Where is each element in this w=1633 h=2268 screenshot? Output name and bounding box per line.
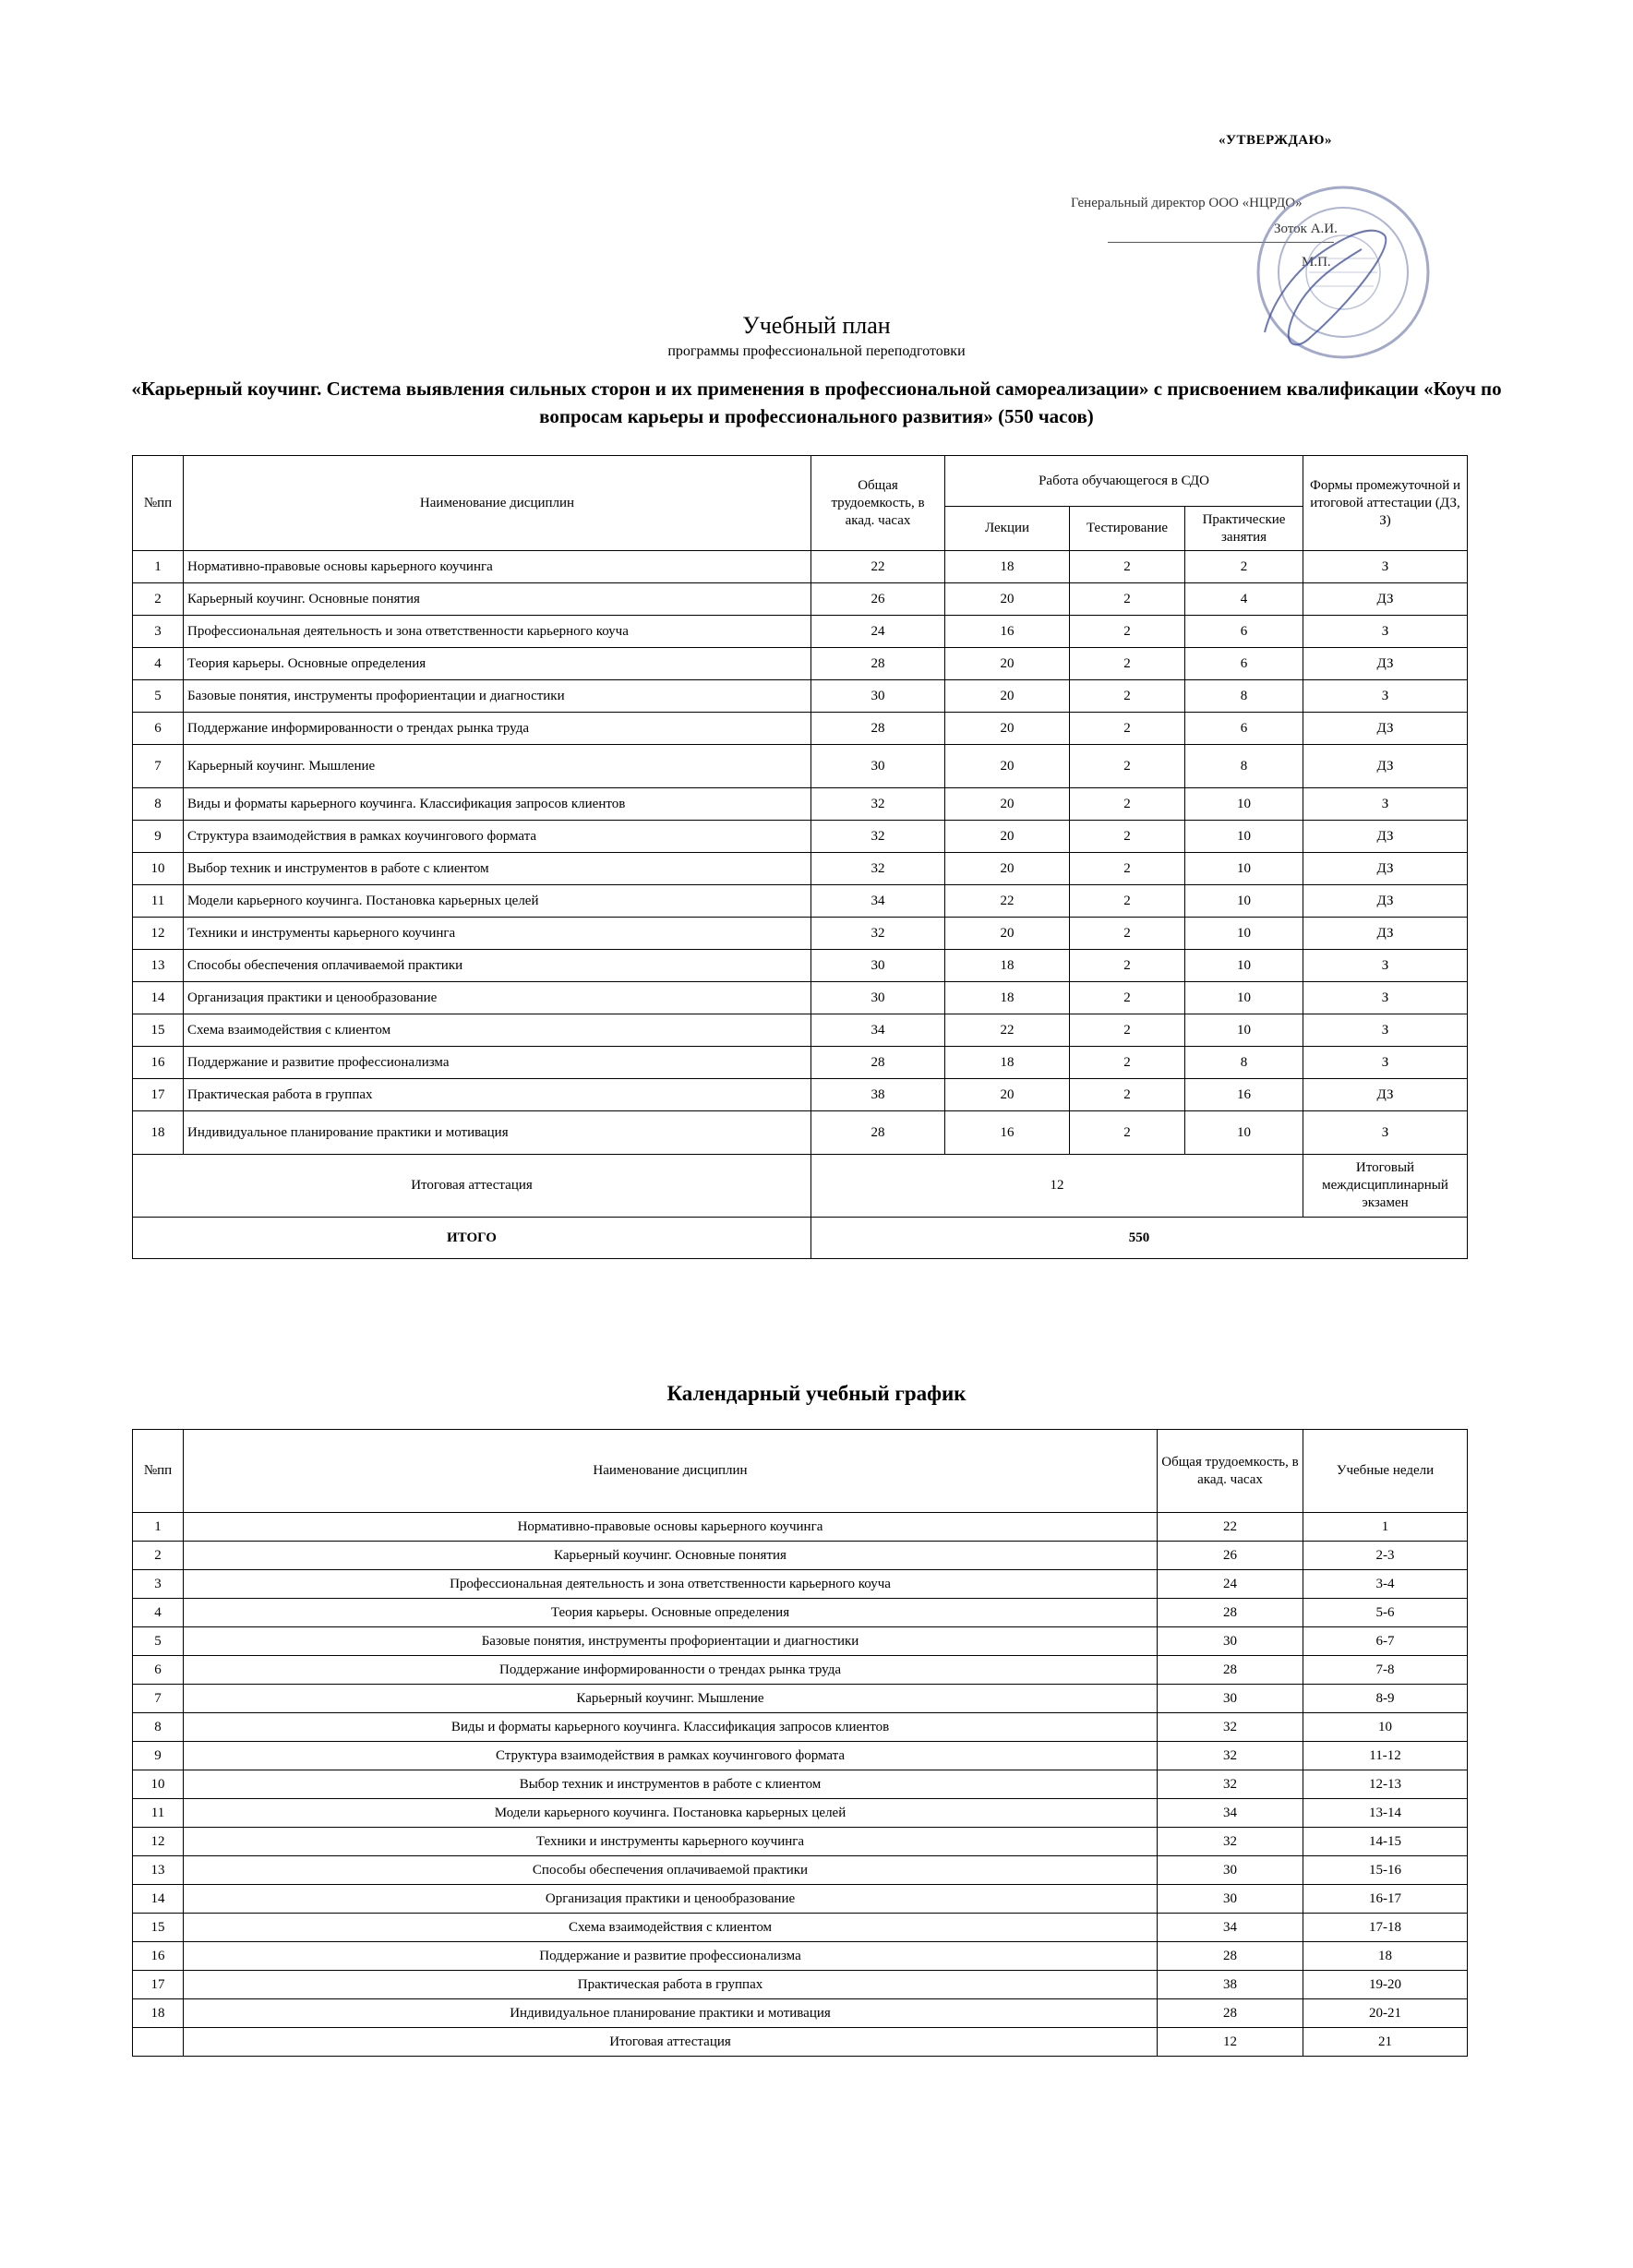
row-number: 18	[133, 1111, 184, 1155]
table-row	[133, 1656, 1468, 1685]
table-row	[133, 1513, 1468, 1542]
row-number: 5	[133, 1627, 184, 1656]
practice-cell: 6	[1185, 616, 1303, 648]
tests-cell: 2	[1070, 680, 1185, 713]
total-label: ИТОГО	[133, 1218, 811, 1259]
total-hours-cell: 12	[1158, 2028, 1303, 2057]
row-number: 4	[133, 648, 184, 680]
practice-cell: 6	[1185, 648, 1303, 680]
practice-cell: 8	[1185, 745, 1303, 788]
attestation-form-cell: З	[1303, 551, 1468, 583]
total-hours-cell: 32	[811, 821, 945, 853]
final-attestation-label: Итоговая аттестация	[133, 1155, 811, 1218]
table-row	[133, 1742, 1468, 1770]
practice-cell: 10	[1185, 788, 1303, 821]
row-number: 15	[133, 1014, 184, 1047]
practice-cell: 4	[1185, 583, 1303, 616]
discipline-name: Теория карьеры. Основные определения	[184, 1599, 1158, 1627]
row-number: 18	[133, 1999, 184, 2028]
discipline-name: Нормативно-правовые основы карьерного коучинга	[184, 551, 811, 583]
table-row	[133, 648, 1468, 680]
header-forms: Формы промежуточной и итоговой аттестации (ДЗ, З)	[1303, 456, 1468, 551]
row-number: 9	[133, 1742, 184, 1770]
lectures-cell: 16	[945, 1111, 1070, 1155]
study-weeks-cell: 8-9	[1303, 1685, 1468, 1713]
discipline-name: Виды и форматы карьерного коучинга. Классификация запросов клиентов	[184, 788, 811, 821]
practice-cell: 16	[1185, 1079, 1303, 1111]
total-hours-cell: 38	[811, 1079, 945, 1111]
final-attestation-form: Итоговый междисциплинарный экзамен	[1303, 1155, 1468, 1218]
approval-position: Генеральный директор ООО «НЦРДО»	[1071, 196, 1303, 210]
total-hours-cell: 28	[811, 1047, 945, 1079]
total-hours-cell: 32	[811, 918, 945, 950]
row-number: 14	[133, 1885, 184, 1914]
discipline-name: Поддержание информированности о трендах рынка труда	[184, 713, 811, 745]
row-number: 12	[133, 1828, 184, 1856]
attestation-form-cell: З	[1303, 680, 1468, 713]
table-row	[133, 788, 1468, 821]
lectures-cell: 20	[945, 918, 1070, 950]
tests-cell: 2	[1070, 583, 1185, 616]
discipline-name: Выбор техник и инструментов в работе с клиентом	[184, 1770, 1158, 1799]
attestation-form-cell: З	[1303, 1111, 1468, 1155]
row-number: 7	[133, 745, 184, 788]
attestation-form-cell: З	[1303, 950, 1468, 982]
practice-cell: 8	[1185, 680, 1303, 713]
plan-title: Учебный план	[742, 312, 891, 339]
total-hours-cell: 30	[1158, 1885, 1303, 1914]
table-row	[133, 1542, 1468, 1570]
total-hours-cell: 26	[811, 583, 945, 616]
total-hours-cell: 30	[1158, 1856, 1303, 1885]
total-hours-cell: 28	[1158, 1599, 1303, 1627]
approval-heading: «УТВЕРЖДАЮ»	[1219, 133, 1333, 148]
row-number: 10	[133, 853, 184, 885]
total-hours-cell: 28	[1158, 1942, 1303, 1971]
sched-header-name: Наименование дисциплин	[184, 1430, 1158, 1513]
attestation-form-cell: ДЗ	[1303, 821, 1468, 853]
table-row	[133, 1111, 1468, 1155]
row-number: 9	[133, 821, 184, 853]
table-row	[133, 551, 1468, 583]
table-row	[133, 1971, 1468, 1999]
discipline-name: Профессиональная деятельность и зона ответственности карьерного коуча	[184, 616, 811, 648]
row-number: 14	[133, 982, 184, 1014]
attestation-form-cell: ДЗ	[1303, 1079, 1468, 1111]
table-row	[133, 1047, 1468, 1079]
discipline-name: Структура взаимодействия в рамках коучингового формата	[184, 821, 811, 853]
plan-subtitle: программы профессиональной переподготовки	[667, 343, 966, 359]
total-hours-cell: 26	[1158, 1542, 1303, 1570]
discipline-name: Техники и инструменты карьерного коучинга	[184, 918, 811, 950]
header-lectures: Лекции	[945, 507, 1070, 551]
total-hours-cell: 30	[811, 745, 945, 788]
sched-header-hours: Общая трудоемкость, в акад. часах	[1158, 1430, 1303, 1513]
seal-stamp-icon	[1246, 175, 1440, 369]
tests-cell: 2	[1070, 1047, 1185, 1079]
table-row	[133, 1079, 1468, 1111]
row-number: 1	[133, 1513, 184, 1542]
discipline-name: Виды и форматы карьерного коучинга. Классификация запросов клиентов	[184, 1713, 1158, 1742]
discipline-name: Базовые понятия, инструменты профориентации и диагностики	[184, 1627, 1158, 1656]
header-hours: Общая трудоемкость, в акад. часах	[811, 456, 945, 551]
practice-cell: 10	[1185, 1014, 1303, 1047]
table-row	[133, 1627, 1468, 1656]
total-hours-cell: 30	[811, 680, 945, 713]
discipline-name: Модели карьерного коучинга. Постановка карьерных целей	[184, 885, 811, 918]
practice-cell: 10	[1185, 918, 1303, 950]
attestation-form-cell: ДЗ	[1303, 853, 1468, 885]
study-weeks-cell: 18	[1303, 1942, 1468, 1971]
discipline-name: Поддержание и развитие профессионализма	[184, 1942, 1158, 1971]
table-row	[133, 821, 1468, 853]
table-row	[133, 1770, 1468, 1799]
study-weeks-cell: 21	[1303, 2028, 1468, 2057]
row-number	[133, 2028, 184, 2057]
lectures-cell: 20	[945, 1079, 1070, 1111]
tests-cell: 2	[1070, 950, 1185, 982]
table-row	[133, 1599, 1468, 1627]
study-weeks-cell: 14-15	[1303, 1828, 1468, 1856]
lectures-cell: 20	[945, 648, 1070, 680]
total-hours-cell: 28	[811, 1111, 945, 1155]
tests-cell: 2	[1070, 616, 1185, 648]
total-hours-cell: 22	[1158, 1513, 1303, 1542]
discipline-name: Теория карьеры. Основные определения	[184, 648, 811, 680]
study-weeks-cell: 1	[1303, 1513, 1468, 1542]
lectures-cell: 20	[945, 583, 1070, 616]
total-hours-cell: 30	[811, 982, 945, 1014]
practice-cell: 6	[1185, 713, 1303, 745]
tests-cell: 2	[1070, 551, 1185, 583]
total-hours-cell: 28	[1158, 1656, 1303, 1685]
discipline-name: Нормативно-правовые основы карьерного коучинга	[184, 1513, 1158, 1542]
discipline-name: Индивидуальное планирование практики и мотивация	[184, 1111, 811, 1155]
curriculum-table	[132, 455, 1468, 1259]
program-title: «Карьерный коучинг. Система выявления сильных сторон и их применения в профессиональной самореализации» с присвоением квалификации «Коуч по вопросам карьеры и профессионального развития» (550 часов)	[131, 378, 1502, 427]
row-number: 6	[133, 713, 184, 745]
tests-cell: 2	[1070, 788, 1185, 821]
row-number: 5	[133, 680, 184, 713]
table-row	[133, 745, 1468, 788]
attestation-form-cell: ДЗ	[1303, 713, 1468, 745]
total-hours-cell: 32	[811, 853, 945, 885]
row-number: 2	[133, 583, 184, 616]
attestation-form-cell: ДЗ	[1303, 885, 1468, 918]
table-row	[133, 1828, 1468, 1856]
header-num: №пп	[133, 456, 184, 551]
final-attestation-hours: 12	[811, 1155, 1303, 1218]
tests-cell: 2	[1070, 1014, 1185, 1047]
discipline-name: Карьерный коучинг. Основные понятия	[184, 583, 811, 616]
row-number: 3	[133, 1570, 184, 1599]
discipline-name: Способы обеспечения оплачиваемой практики	[184, 950, 811, 982]
sched-header-weeks: Учебные недели	[1303, 1430, 1468, 1513]
lectures-cell: 20	[945, 853, 1070, 885]
total-row	[133, 1218, 1468, 1259]
discipline-name: Практическая работа в группах	[184, 1079, 811, 1111]
tests-cell: 2	[1070, 1079, 1185, 1111]
lectures-cell: 20	[945, 745, 1070, 788]
study-weeks-cell: 7-8	[1303, 1656, 1468, 1685]
discipline-name: Поддержание и развитие профессионализма	[184, 1047, 811, 1079]
tests-cell: 2	[1070, 648, 1185, 680]
row-number: 11	[133, 885, 184, 918]
study-weeks-cell: 13-14	[1303, 1799, 1468, 1828]
table-row	[133, 1685, 1468, 1713]
discipline-name: Выбор техник и инструментов в работе с клиентом	[184, 853, 811, 885]
total-hours-cell: 30	[1158, 1627, 1303, 1656]
discipline-name: Техники и инструменты карьерного коучинга	[184, 1828, 1158, 1856]
total-hours-cell: 34	[1158, 1799, 1303, 1828]
attestation-form-cell: З	[1303, 788, 1468, 821]
discipline-name: Карьерный коучинг. Мышление	[184, 745, 811, 788]
table-row	[133, 885, 1468, 918]
total-hours-cell: 32	[1158, 1713, 1303, 1742]
table-row	[133, 1942, 1468, 1971]
attestation-form-cell: ДЗ	[1303, 648, 1468, 680]
discipline-name: Поддержание информированности о трендах рынка труда	[184, 1656, 1158, 1685]
study-weeks-cell: 3-4	[1303, 1570, 1468, 1599]
table-row	[133, 1914, 1468, 1942]
discipline-name: Базовые понятия, инструменты профориентации и диагностики	[184, 680, 811, 713]
attestation-form-cell: ДЗ	[1303, 918, 1468, 950]
discipline-name: Итоговая аттестация	[184, 2028, 1158, 2057]
schedule-table	[132, 1429, 1468, 2057]
table-row	[133, 583, 1468, 616]
row-number: 10	[133, 1770, 184, 1799]
lectures-cell: 20	[945, 788, 1070, 821]
row-number: 15	[133, 1914, 184, 1942]
approval-name: Зоток А.И.	[1274, 222, 1338, 236]
total-hours-cell: 34	[811, 1014, 945, 1047]
study-weeks-cell: 11-12	[1303, 1742, 1468, 1770]
final-attestation-row	[133, 1155, 1468, 1218]
discipline-name: Схема взаимодействия с клиентом	[184, 1014, 811, 1047]
table-row	[133, 680, 1468, 713]
practice-cell: 10	[1185, 853, 1303, 885]
header-name: Наименование дисциплин	[184, 456, 811, 551]
table-row	[133, 2028, 1468, 2057]
study-weeks-cell: 6-7	[1303, 1627, 1468, 1656]
tests-cell: 2	[1070, 885, 1185, 918]
row-number: 16	[133, 1942, 184, 1971]
sched-header-num: №пп	[133, 1430, 184, 1513]
study-weeks-cell: 10	[1303, 1713, 1468, 1742]
attestation-form-cell: ДЗ	[1303, 745, 1468, 788]
study-weeks-cell: 2-3	[1303, 1542, 1468, 1570]
lectures-cell: 18	[945, 982, 1070, 1014]
total-hours-cell: 28	[1158, 1999, 1303, 2028]
discipline-name: Индивидуальное планирование практики и мотивация	[184, 1999, 1158, 2028]
schedule-title: Календарный учебный график	[666, 1382, 967, 1405]
lectures-cell: 22	[945, 1014, 1070, 1047]
row-number: 1	[133, 551, 184, 583]
practice-cell: 10	[1185, 885, 1303, 918]
total-hours-cell: 34	[1158, 1914, 1303, 1942]
tests-cell: 2	[1070, 853, 1185, 885]
table-row	[133, 1856, 1468, 1885]
table-row	[133, 1885, 1468, 1914]
total-hours-cell: 22	[811, 551, 945, 583]
discipline-name: Структура взаимодействия в рамках коучингового формата	[184, 1742, 1158, 1770]
lectures-cell: 20	[945, 821, 1070, 853]
approval-mp: М.П.	[1302, 255, 1331, 270]
study-weeks-cell: 16-17	[1303, 1885, 1468, 1914]
study-weeks-cell: 20-21	[1303, 1999, 1468, 2028]
row-number: 13	[133, 1856, 184, 1885]
tests-cell: 2	[1070, 982, 1185, 1014]
study-weeks-cell: 15-16	[1303, 1856, 1468, 1885]
practice-cell: 2	[1185, 551, 1303, 583]
study-weeks-cell: 5-6	[1303, 1599, 1468, 1627]
header-practice: Практические занятия	[1185, 507, 1303, 551]
table-row	[133, 950, 1468, 982]
row-number: 17	[133, 1079, 184, 1111]
table-row	[133, 1713, 1468, 1742]
total-hours-cell: 32	[1158, 1828, 1303, 1856]
attestation-form-cell: З	[1303, 616, 1468, 648]
total-hours-cell: 38	[1158, 1971, 1303, 1999]
study-weeks-cell: 12-13	[1303, 1770, 1468, 1799]
lectures-cell: 20	[945, 713, 1070, 745]
row-number: 8	[133, 1713, 184, 1742]
header-tests: Тестирование	[1070, 507, 1185, 551]
total-hours-cell: 34	[811, 885, 945, 918]
row-number: 11	[133, 1799, 184, 1828]
total-hours-cell: 32	[811, 788, 945, 821]
table-row	[133, 1570, 1468, 1599]
discipline-name: Карьерный коучинг. Основные понятия	[184, 1542, 1158, 1570]
discipline-name: Практическая работа в группах	[184, 1971, 1158, 1999]
attestation-form-cell: ДЗ	[1303, 583, 1468, 616]
lectures-cell: 18	[945, 950, 1070, 982]
table-row	[133, 982, 1468, 1014]
row-number: 2	[133, 1542, 184, 1570]
lectures-cell: 18	[945, 551, 1070, 583]
tests-cell: 2	[1070, 918, 1185, 950]
table-row	[133, 616, 1468, 648]
attestation-form-cell: З	[1303, 982, 1468, 1014]
study-weeks-cell: 17-18	[1303, 1914, 1468, 1942]
total-hours-cell: 24	[1158, 1570, 1303, 1599]
total-hours-cell: 32	[1158, 1742, 1303, 1770]
discipline-name: Модели карьерного коучинга. Постановка карьерных целей	[184, 1799, 1158, 1828]
tests-cell: 2	[1070, 713, 1185, 745]
discipline-name: Карьерный коучинг. Мышление	[184, 1685, 1158, 1713]
lectures-cell: 22	[945, 885, 1070, 918]
row-number: 12	[133, 918, 184, 950]
tests-cell: 2	[1070, 745, 1185, 788]
table-row	[133, 853, 1468, 885]
total-hours-cell: 28	[811, 648, 945, 680]
table-row	[133, 1799, 1468, 1828]
table-row	[133, 713, 1468, 745]
attestation-form-cell: З	[1303, 1047, 1468, 1079]
lectures-cell: 20	[945, 680, 1070, 713]
total-hours: 550	[811, 1218, 1468, 1259]
total-hours-cell: 28	[811, 713, 945, 745]
row-number: 7	[133, 1685, 184, 1713]
row-number: 13	[133, 950, 184, 982]
row-number: 16	[133, 1047, 184, 1079]
tests-cell: 2	[1070, 1111, 1185, 1155]
practice-cell: 10	[1185, 1111, 1303, 1155]
study-weeks-cell: 19-20	[1303, 1971, 1468, 1999]
discipline-name: Организация практики и ценообразование	[184, 1885, 1158, 1914]
practice-cell: 10	[1185, 982, 1303, 1014]
practice-cell: 8	[1185, 1047, 1303, 1079]
table-row	[133, 918, 1468, 950]
total-hours-cell: 32	[1158, 1770, 1303, 1799]
row-number: 8	[133, 788, 184, 821]
row-number: 4	[133, 1599, 184, 1627]
discipline-name: Схема взаимодействия с клиентом	[184, 1914, 1158, 1942]
lectures-cell: 16	[945, 616, 1070, 648]
tests-cell: 2	[1070, 821, 1185, 853]
attestation-form-cell: З	[1303, 1014, 1468, 1047]
practice-cell: 10	[1185, 950, 1303, 982]
discipline-name: Профессиональная деятельность и зона ответственности карьерного коуча	[184, 1570, 1158, 1599]
header-work: Работа обучающегося в СДО	[945, 456, 1303, 507]
row-number: 17	[133, 1971, 184, 1999]
total-hours-cell: 24	[811, 616, 945, 648]
practice-cell: 10	[1185, 821, 1303, 853]
total-hours-cell: 30	[811, 950, 945, 982]
table-row	[133, 1014, 1468, 1047]
discipline-name: Организация практики и ценообразование	[184, 982, 811, 1014]
row-number: 6	[133, 1656, 184, 1685]
table-row	[133, 1999, 1468, 2028]
lectures-cell: 18	[945, 1047, 1070, 1079]
discipline-name: Способы обеспечения оплачиваемой практики	[184, 1856, 1158, 1885]
total-hours-cell: 30	[1158, 1685, 1303, 1713]
row-number: 3	[133, 616, 184, 648]
